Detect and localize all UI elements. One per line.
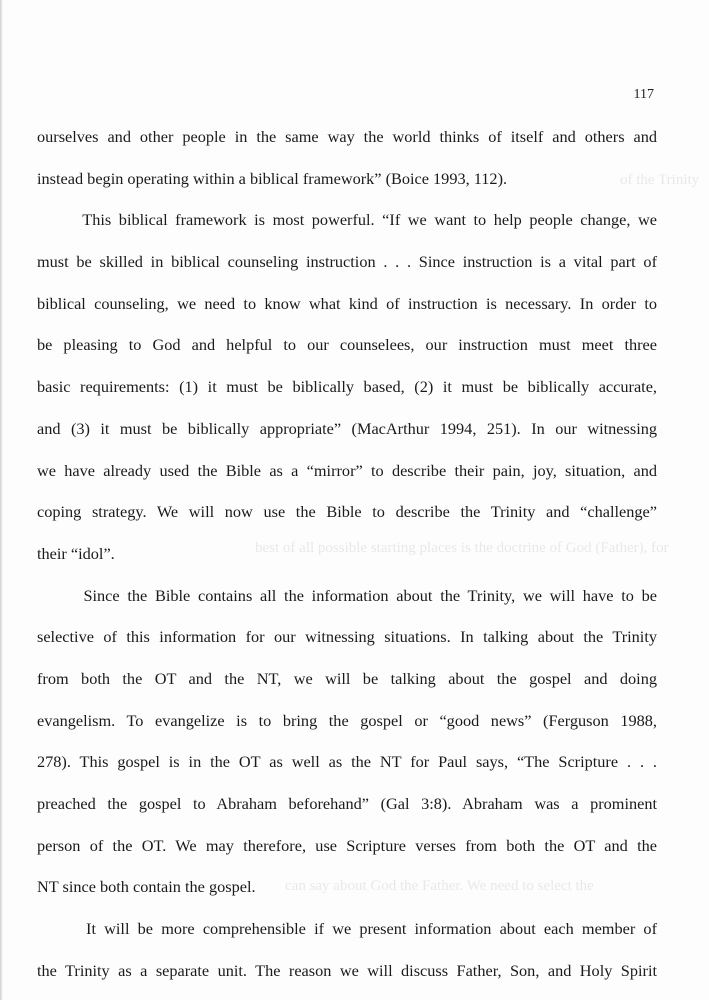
text-line: be pleasing to God and helpful to our counselees, our instruction must meet three <box>37 335 657 355</box>
text-line: from both the OT and the NT, we will be talking about the gospel and doing <box>37 668 657 688</box>
text-line: It will be more comprehensible if we present information about each member of <box>37 919 657 939</box>
text-line: coping strategy. We will now use the Bible to describe the Trinity and “challenge” <box>37 502 657 522</box>
page-number: 117 <box>633 87 654 102</box>
paragraph <box>37 206 657 581</box>
bleed-through-text: of the Trinity <box>620 172 700 188</box>
text-line: 278). This gospel is in the OT as well as the NT for Paul says, “The Scripture . . . <box>37 752 657 772</box>
text-line: basic requirements: (1) it must be biblically based, (2) it must be biblically accurate, <box>37 377 657 397</box>
text-line: This biblical framework is most powerful. “If we want to help people change, we <box>37 210 657 230</box>
text-line: biblical counseling, we need to know what kind of instruction is necessary. In order to <box>37 293 657 313</box>
bleed-through-text: can say about God the Father. We need to select the <box>285 878 594 894</box>
text-line: selective of this information for our witnessing situations. In talking about the Trinity <box>37 627 657 647</box>
text-line: instead begin operating within a biblical framework” (Boice 1993, 112). <box>37 168 508 188</box>
text-line: person of the OT. We may therefore, use Scripture verses from both the OT and the <box>37 835 657 855</box>
body-text <box>37 123 657 998</box>
text-line: their “idol”. <box>37 543 115 563</box>
text-line: NT since both contain the gospel. <box>37 877 256 897</box>
text-line: preached the gospel to Abraham beforehand” (Gal 3:8). Abraham was a prominent <box>37 794 657 813</box>
paragraph <box>37 123 657 206</box>
text-line: we have already used the Bible as a “mirror” to describe their pain, joy, situation, and <box>37 460 657 480</box>
text-line: evangelism. To evangelize is to bring the gospel or “good news” (Ferguson 1988, <box>37 710 657 730</box>
paragraph <box>37 915 657 998</box>
paragraph <box>37 582 657 916</box>
text-line: Since the Bible contains all the information about the Trinity, we will have to be <box>37 585 657 605</box>
text-line: the Trinity as a separate unit. The reason we will discuss Father, Son, and Holy Spirit <box>37 960 657 980</box>
text-line: ourselves and other people in the same way the world thinks of itself and others and <box>37 127 657 146</box>
bleed-through-text: best of all possible starting places is the doctrine of God (Father), for <box>255 540 669 556</box>
text-line: must be skilled in biblical counseling instruction . . . Since instruction is a vital part of <box>37 252 657 272</box>
text-line: and (3) it must be biblically appropriate” (MacArthur 1994, 251). In our witnessing <box>37 418 657 438</box>
page-edge-shadow <box>0 0 3 1000</box>
